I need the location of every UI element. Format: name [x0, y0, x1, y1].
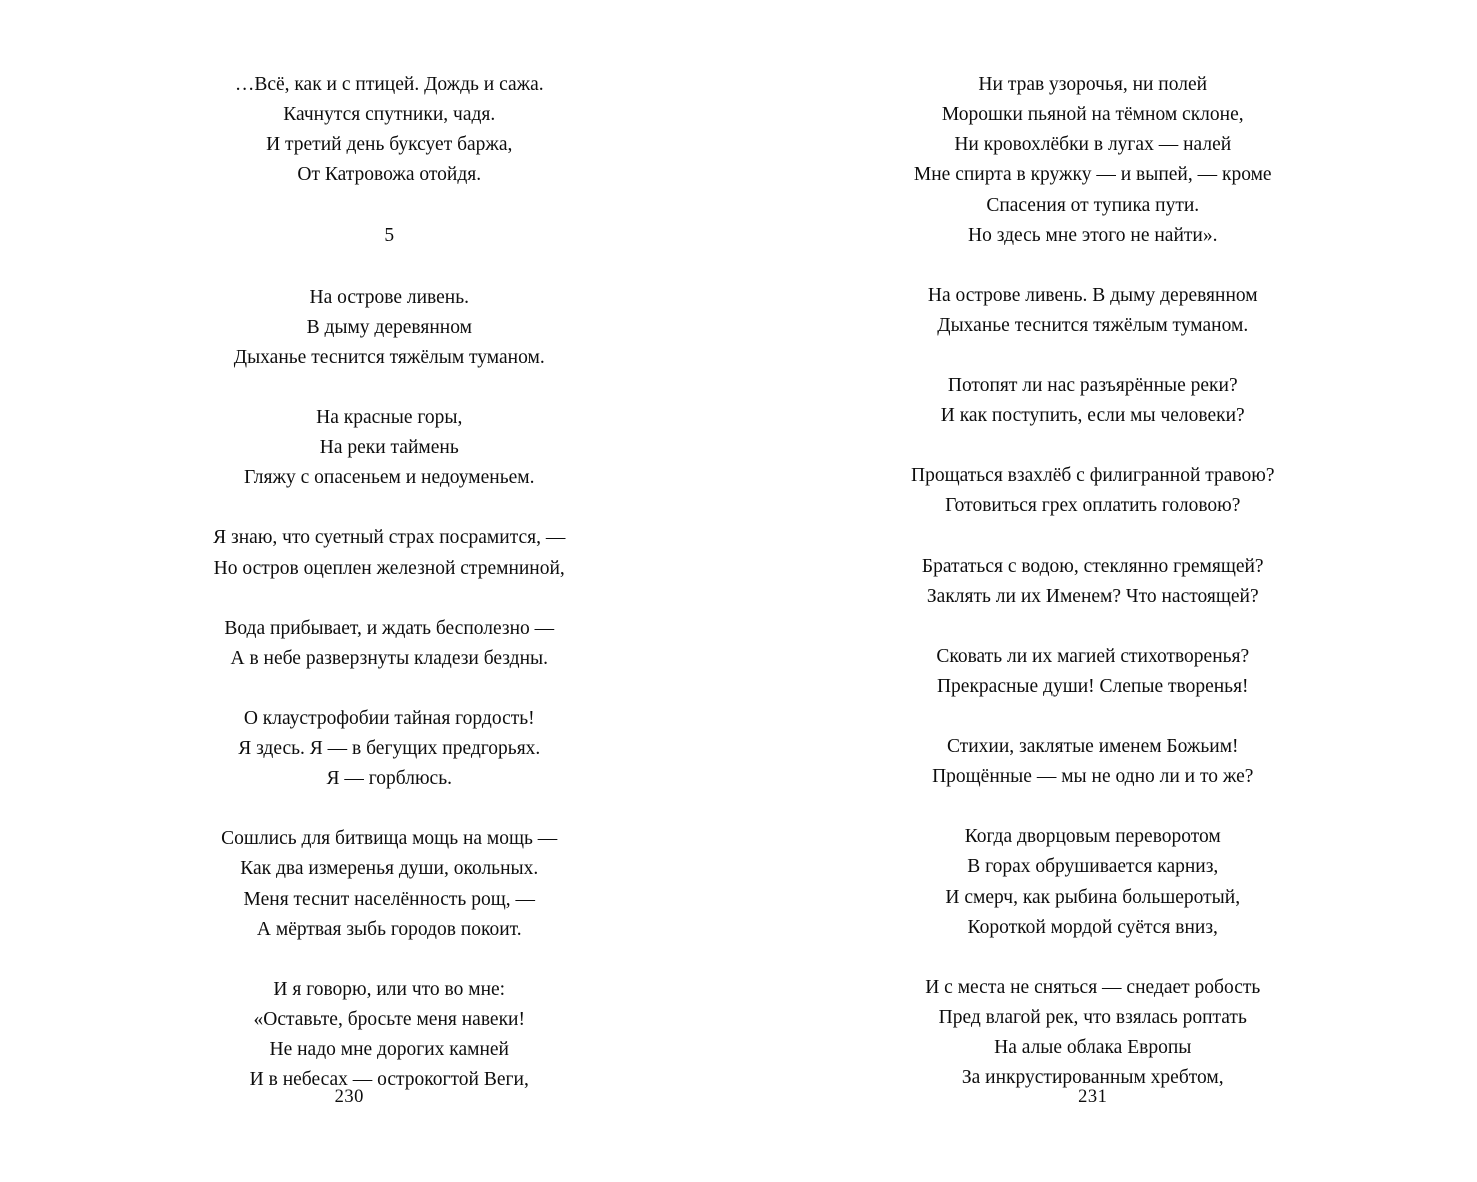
poem-line: А в небе разверзнуты кладези бездны. [230, 647, 548, 669]
poem-line: Но здесь мне этого не найти». [968, 224, 1218, 246]
stanza [839, 371, 1348, 431]
poem-line: Дыханье теснится тяжёлым туманом. [937, 314, 1249, 336]
poem-line: Как два измеренья души, окольных. [240, 858, 539, 880]
poem-line: Брататься с водою, стеклянно гремящей? [921, 555, 1264, 577]
poem-line: В горах обрушивается карниз, [967, 856, 1219, 878]
poem-line: Прощаться взахлёб с филигранной травою? [911, 465, 1275, 487]
poem-line: Я — горблюсь. [326, 768, 452, 790]
poem-line: Качнутся спутники, чадя. [283, 104, 496, 126]
page-right-body [839, 70, 1348, 1093]
poem-line: Ни кровохлёбки в лугах — налей [954, 134, 1232, 156]
stanza [839, 461, 1348, 521]
poem-line: Но остров оцеплен железной стремниной, [213, 557, 565, 579]
poem-line: Не надо мне дорогих камней [269, 1039, 509, 1060]
poem-line: …Всё, как и с птицей. Дождь и сажа. [234, 74, 544, 95]
poem-line: И третий день буксует баржа, [266, 134, 513, 156]
poem-line: Морошки пьяной на тёмном склоне, [941, 104, 1244, 126]
poem-line: От Катровожа отойдя. [297, 164, 482, 186]
poem-line: И смерч, как рыбина большеротый, [945, 886, 1241, 908]
stanza [839, 552, 1348, 612]
poem-line: И как поступить, если мы человеки? [940, 405, 1245, 427]
poem-line: Короткой мордой суётся вниз, [967, 916, 1218, 938]
stanza [839, 732, 1348, 792]
section-number: 5 [384, 224, 395, 246]
stanza [839, 642, 1348, 702]
page-right [739, 0, 1477, 1182]
poem-line: Гляжу с опасеньем и недоуменьем. [244, 467, 535, 489]
poem-line: Спасения от тупика пути. [986, 194, 1200, 216]
poem-line: Стихии, заклятые именем Божьим! [946, 736, 1239, 757]
poem-line: Вода прибывает, и ждать бесполезно — [224, 617, 555, 639]
poem-line: Прекрасные души! Слепые творенья! [936, 675, 1249, 697]
poem-line: За инкрустированным хребтом, [961, 1067, 1224, 1089]
poem-line: На реки таймень [319, 437, 459, 459]
poem-line: На алые облака Европы [994, 1037, 1192, 1058]
poem-line: На красные горы, [316, 407, 463, 428]
poem-line: И я говорю, или что во мне: [273, 978, 506, 1000]
stanza [130, 704, 649, 794]
poem-line: Я знаю, что суетный страх посрамится, — [213, 527, 566, 549]
stanza [839, 822, 1348, 943]
poem-line: В дыму деревянном [306, 316, 472, 338]
stanza [130, 614, 649, 674]
poem-line: Потопят ли нас разъярённые реки? [947, 375, 1238, 396]
stanza [839, 281, 1348, 341]
poem-line: Заклять ли их Именем? Что настоящей? [926, 585, 1259, 607]
poem-line: На острове ливень. [309, 286, 469, 308]
poem-line: Готовиться грех оплатить головою? [945, 495, 1241, 517]
poem-line: И в небесах — острокогтой Веги, [249, 1069, 529, 1091]
poem-line: А мёртвая зыбь городов покоит. [256, 918, 522, 940]
poem-line: Ни трав узорочья, ни полей [978, 74, 1208, 95]
poem-line: Дыханье теснится тяжёлым туманом. [233, 346, 545, 368]
poem-line: Сошлись для битвища мощь на мощь — [221, 828, 558, 850]
stanza [130, 70, 649, 191]
poem-line: Я здесь. Я — в бегущих предгорьях. [238, 738, 541, 759]
stanza [839, 973, 1348, 1094]
poem-line: И с места не сняться — снедает робость [925, 976, 1261, 998]
poem-line: Меня теснит населённость рощ, — [243, 888, 535, 910]
stanza [130, 824, 649, 945]
page-left-body [130, 70, 649, 1095]
poem-line: Когда дворцовым переворотом [964, 826, 1221, 848]
stanza [130, 523, 649, 583]
poem-line: Мне спирта в кружку — и выпей, — кроме [913, 164, 1272, 186]
poem-line: О клаустрофобии тайная гордость! [243, 707, 535, 729]
poem-line: Сковать ли их магией стихотворенья? [936, 645, 1250, 667]
poem-line: Пред влагой рек, что взялась роптать [938, 1006, 1247, 1028]
poem-line: Прощённые — мы не одно ли и то же? [932, 766, 1254, 788]
stanza [130, 975, 649, 1096]
stanza [130, 283, 649, 373]
stanza [130, 403, 649, 493]
page-number-right: 231 [1078, 1087, 1108, 1107]
poem-line: «Оставьте, бросьте меня навеки! [253, 1008, 525, 1030]
poem-line: На острове ливень. В дыму деревянном [927, 284, 1258, 306]
stanza [839, 70, 1348, 251]
page-number-left: 230 [334, 1087, 364, 1107]
